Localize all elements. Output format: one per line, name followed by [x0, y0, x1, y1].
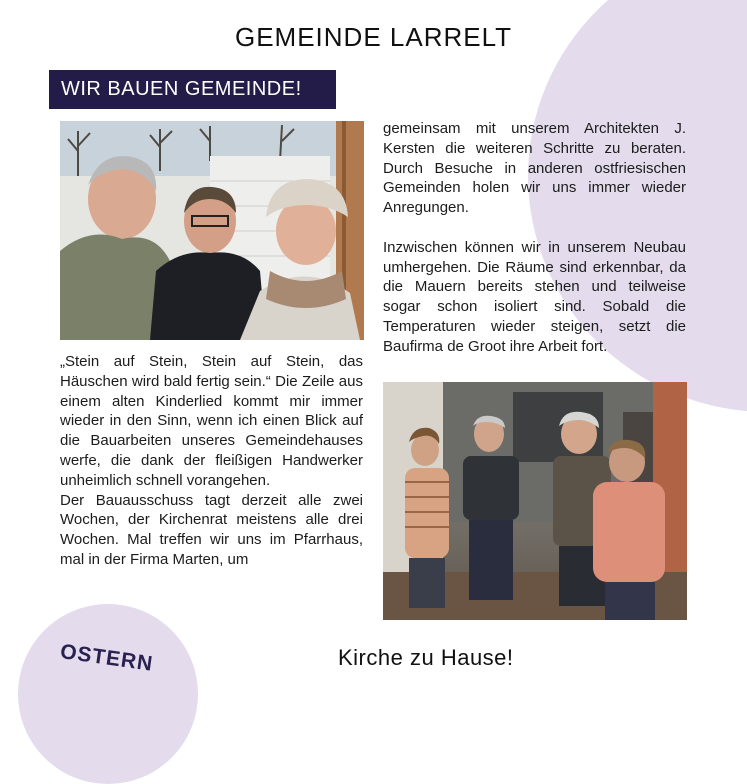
next-section-heading: Kirche zu Hause! — [338, 645, 514, 670]
section-banner — [49, 70, 336, 109]
article-paragraph: Inzwischen können wir in unserem Neubau umhergehen. Die Räume sind erkennbar, da die Mauern bereits stehen und teilweise sogar schon isoliert sind. Sobald die Temperaturen wieder steigen, setzt die Baufirma de Groot ihre Arbeit fort. — [383, 238, 686, 355]
photo-group-meeting — [383, 382, 687, 620]
decorative-circle-bottom-left — [18, 604, 198, 784]
article-right-column — [383, 119, 686, 357]
badge-text: OSTERN — [58, 640, 155, 676]
article-paragraph: gemeinsam mit unserem Architekten J. Kersten die weiteren Schritte zu beraten. Durch Besuche in anderen ostfriesischen Gemeinden holen wir uns immer wieder Anregungen. — [383, 120, 686, 217]
article-paragraph: „Stein auf Stein, Stein auf Stein, das Häuschen wird bald fertig sein.“ Die Zeile aus einem alten Kinderlied kommt mir immer wieder in den Sinn, wenn ich einen Blick auf die Bauarbeiten unseres Gemeindehauses werfe, die dank der fleißigen Handwerker unheimlich schnell vorangehen. — [60, 353, 363, 489]
page-title: GEMEINDE LARRELT — [234, 22, 512, 52]
article-left-column — [60, 352, 363, 570]
photo-construction-selfie-drawing — [60, 121, 364, 340]
section-banner-label: WIR BAUEN GEMEINDE! — [61, 78, 302, 100]
photo-group-meeting-drawing — [383, 382, 687, 620]
photo-construction-selfie — [60, 121, 364, 340]
article-paragraph: Der Bauausschuss tagt derzeit alle zwei Wochen, der Kirchenrat meistens alle drei Wochen. Mal treffen wir uns im Pfarrhaus, mal in der Firma Marten, um — [60, 491, 363, 568]
